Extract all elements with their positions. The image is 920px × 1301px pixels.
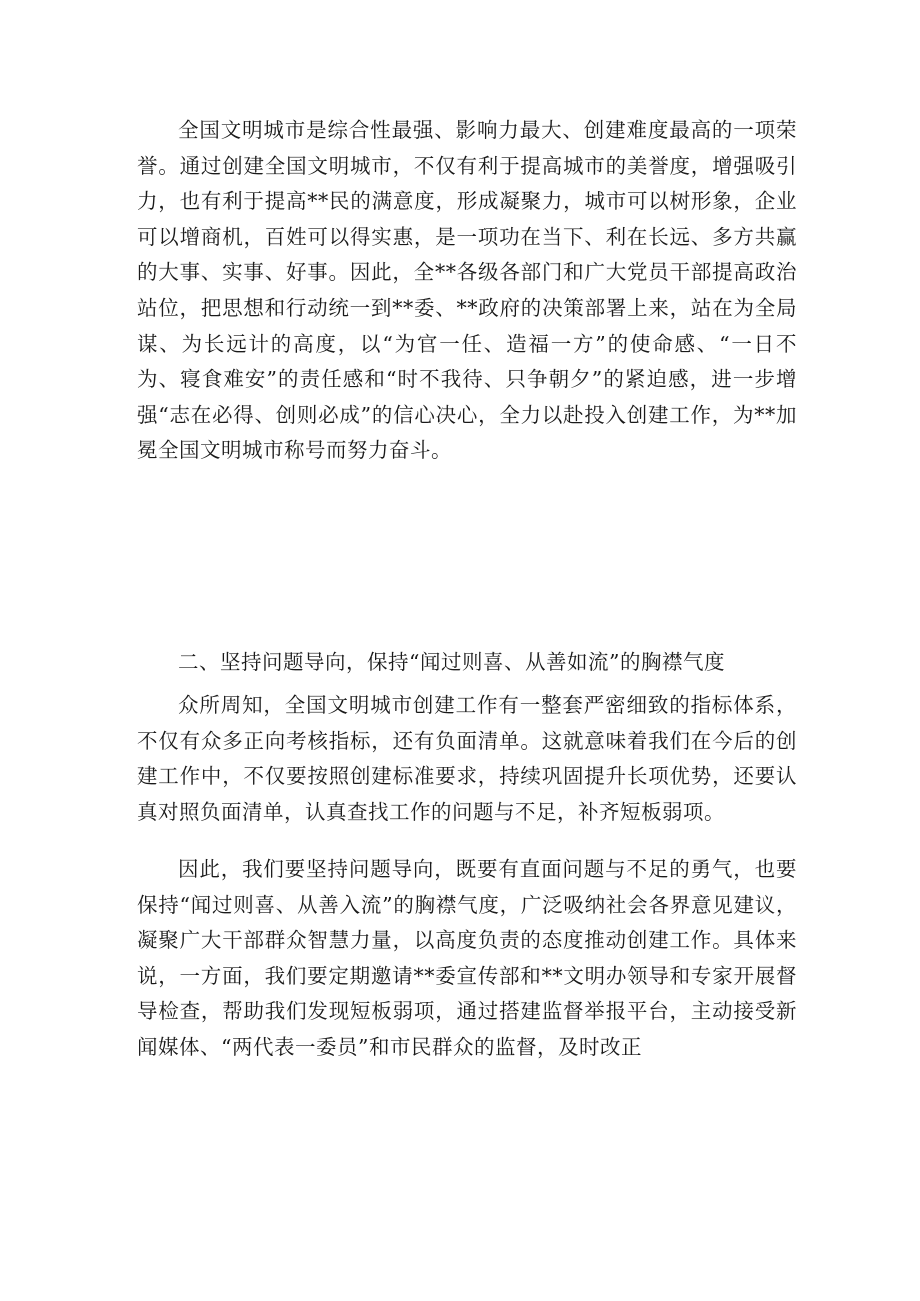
body-paragraph-2: 众所周知，全国文明城市创建工作有一整套严密细致的指标体系，不仅有众多正向考核指标，还有负面清单。这就意味着我们在今后的创建工作中，不仅要按照创建标准要求，持续巩固提升长项优势，还要认真对照负面清单，认真查找工作的问题与不足，补齐短板弱项。 [137, 693, 797, 824]
body-paragraph-3: 因此，我们要坚持问题导向，既要有直面问题与不足的勇气，也要保持“闻过则喜、从善入流”的胸襟气度，广泛吸纳社会各界意见建议，凝聚广大干部群众智慧力量，以高度负责的态度推动创建工作。具体来说，一方面，我们要定期邀请**委宣传部和**文明办领导和专家开展督导检查，帮助我们发现短板弱项，通过搭建监督举报平台，主动接受新闻媒体、“两代表一委员”和市民群众的监督，及时改正 [137, 857, 797, 1059]
body-paragraph-1: 全国文明城市是综合性最强、影响力最大、创建难度最高的一项荣誉。通过创建全国文明城市，不仅有利于提高城市的美誉度，增强吸引力，也有利于提高**民的满意度，形成凝聚力，城市可以树形象，企业可以增商机，百姓可以得实惠，是一项功在当下、利在长远、多方共赢的大事、实事、好事。因此，全**各级各部门和广大党员干部提高政治站位，把思想和行动统一到**委、**政府的决策部署上来，站在为全局谋、为长远计的高度，以“为官一任、造福一方”的使命感、“一日不为、寝食难安”的责任感和“时不我待、只争朝夕”的紧迫感，进一步增强“志在必得、创则必成”的信心决心，全力以赴投入创建工作，为**加冕全国文明城市称号而努力奋斗。 [137, 118, 797, 463]
section-heading: 二、坚持问题导向，保持“闻过则喜、从善如流”的胸襟气度 [178, 650, 725, 674]
